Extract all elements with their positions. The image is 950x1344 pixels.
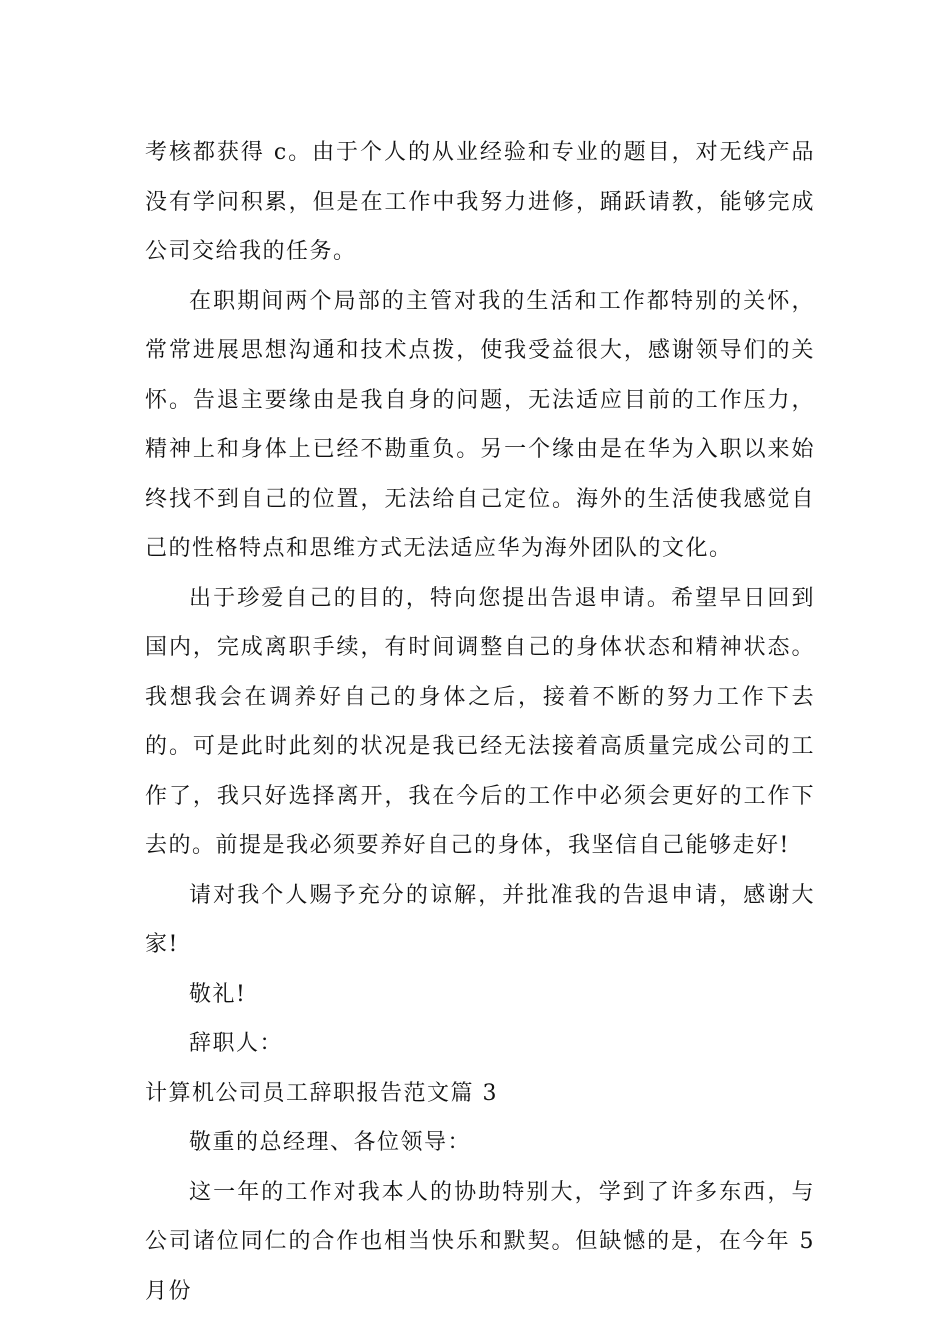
paragraph-year-review: 这一年的工作对我本人的协助特别大，学到了许多东西，与公司诸位同仁的合作也相当快乐和默契。但缺憾的是，在今年 5 月份 [145, 1179, 815, 1304]
document-body [145, 128, 815, 1316]
section-heading: 计算机公司员工辞职报告范文篇 3 [145, 1080, 498, 1106]
salutation-regards: 敬礼! [189, 981, 247, 1007]
paragraph-understanding: 请对我个人赐予充分的谅解，并批准我的告退申请，感谢大家! [145, 882, 815, 957]
paragraph-continuation: 考核都获得 c。由于个人的从业经验和专业的题目，对无线产品没有学问积累，但是在工作中我努力进修，踊跃请教，能够完成公司交给我的任务。 [145, 140, 815, 264]
signature-resignee: 辞职人： [189, 1031, 284, 1056]
letter-greeting: 敬重的总经理、各位领导： [189, 1130, 472, 1155]
paragraph-resignation-request: 出于珍爱自己的目的，特向您提出告退申请。希望早日回到国内，完成离职手续，有时间调整自己的身体状态和精神状态。我想我会在调养好自己的身体之后，接着不断的努力工作下去的。可是此时此刻的状况是我已经无法接着高质量完成公司的工作了，我只好选择离开，我在今后的工作中必须会更好的工作下去的。前提是我必须要养好自己的身体，我坚信自己能够走好! [145, 585, 815, 858]
paragraph-supervisor-care: 在职期间两个局部的主管对我的生活和工作都特别的关怀，常常进展思想沟通和技术点拨，使我受益很大，感谢领导们的关怀。告退主要缘由是我自身的问题，无法适应目前的工作压力，精神上和身体上已经不勘重负。另一个缘由是在华为入职以来始终找不到自己的位置，无法给自己定位。海外的生活使我感觉自己的性格特点和思维方式无法适应华为海外团队的文化。 [145, 288, 815, 561]
